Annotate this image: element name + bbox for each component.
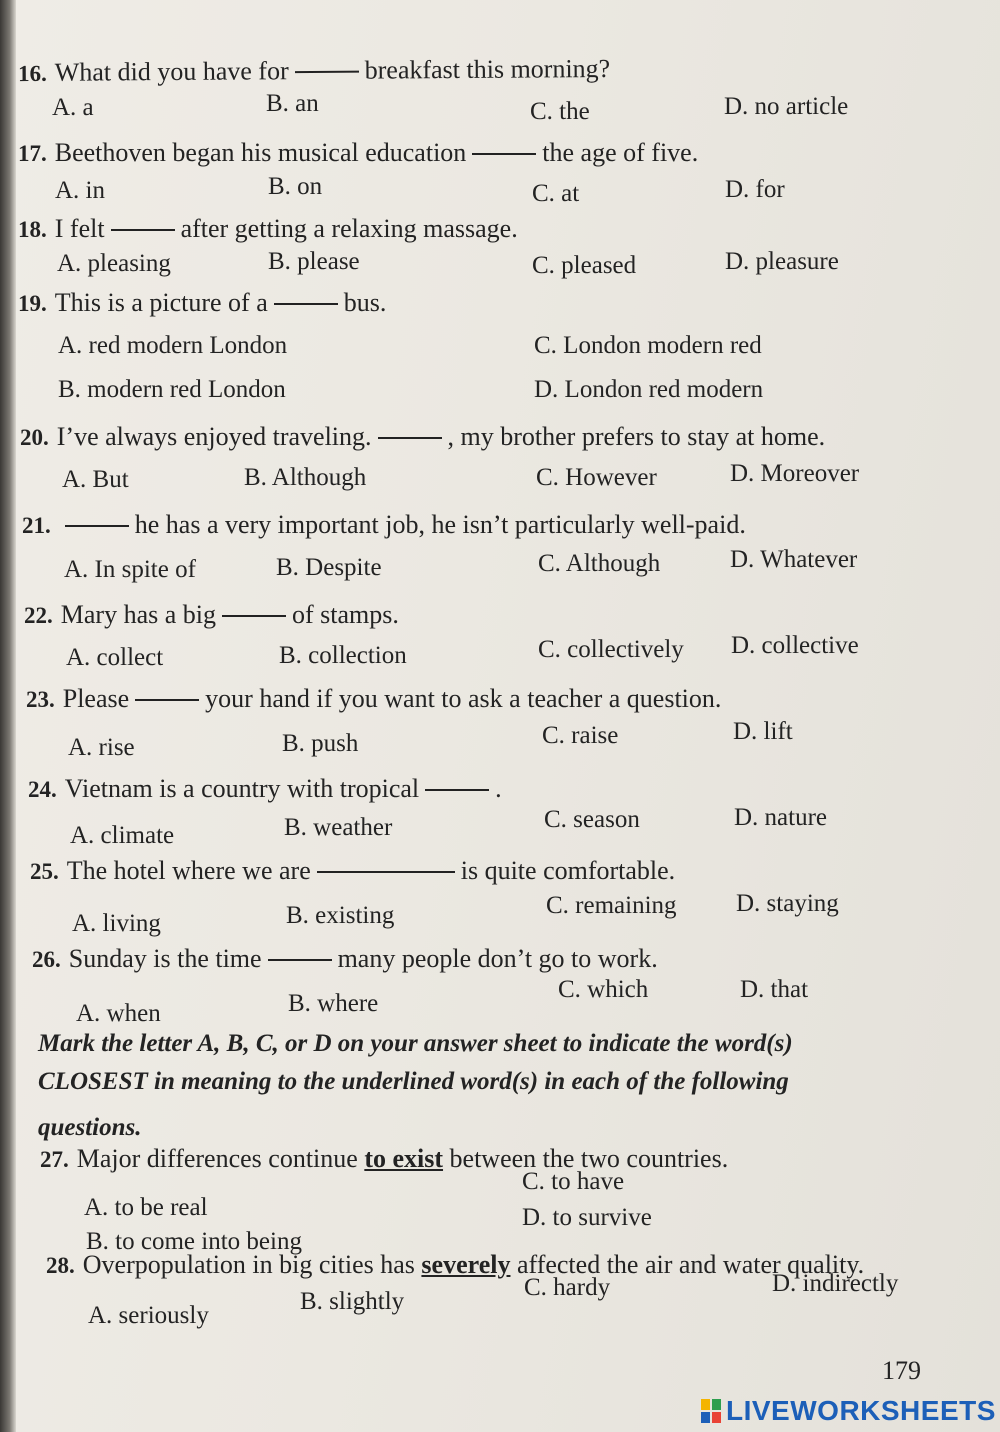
- question-23: [26, 684, 721, 714]
- option-c[interactable]: C. the: [530, 98, 590, 125]
- question-text-post: he has a very important job, he isn’t particularly well-paid.: [134, 510, 746, 539]
- instruction-line-2: CLOSEST in meaning to the underlined word(s) in each of the following: [38, 1068, 789, 1095]
- question-text-pre: I’ve always enjoyed traveling.: [56, 422, 372, 451]
- option-d[interactable]: D. that: [740, 976, 809, 1003]
- option-c[interactable]: C. at: [532, 180, 580, 207]
- answer-blank[interactable]: [274, 303, 338, 305]
- option-a[interactable]: A. rise: [68, 734, 135, 761]
- question-text-post: many people don’t go to work.: [337, 944, 658, 973]
- option-c[interactable]: C. However: [536, 464, 657, 491]
- option-a[interactable]: A. a: [52, 94, 94, 121]
- option-a[interactable]: A. seriously: [88, 1302, 209, 1329]
- option-c[interactable]: C. Although: [538, 550, 661, 577]
- option-b[interactable]: B. Although: [244, 464, 367, 491]
- question-text-pre: What did you have for: [54, 56, 289, 87]
- question-text-post: affected the air and water quality.: [516, 1250, 865, 1279]
- question-number: 20.: [20, 425, 49, 450]
- underlined-word: to exist: [364, 1144, 444, 1173]
- option-a[interactable]: A. pleasing: [57, 250, 171, 277]
- question-28: [46, 1250, 864, 1280]
- question-21: [22, 510, 746, 540]
- page-number: 179: [882, 1356, 921, 1385]
- option-a[interactable]: A. In spite of: [64, 556, 196, 583]
- question-text-post: breakfast this morning?: [364, 53, 611, 85]
- option-b[interactable]: B. collection: [279, 642, 407, 669]
- option-c[interactable]: C. pleased: [532, 252, 637, 279]
- option-d[interactable]: D. Whatever: [730, 546, 858, 573]
- option-b[interactable]: B. slightly: [300, 1288, 405, 1315]
- question-number: 23.: [26, 687, 55, 712]
- question-number: 19.: [18, 291, 47, 316]
- question-26: [32, 944, 658, 974]
- option-a[interactable]: A. red modern London: [58, 332, 288, 359]
- question-17: [18, 138, 698, 168]
- option-a[interactable]: A. But: [62, 466, 129, 493]
- liveworksheets-logo: [700, 1396, 996, 1426]
- option-d[interactable]: D. staying: [736, 890, 839, 917]
- question-27: [40, 1144, 728, 1174]
- option-d[interactable]: D. for: [725, 176, 785, 203]
- question-number: 18.: [18, 217, 47, 242]
- question-text-pre: Vietnam is a country with tropical: [64, 774, 420, 803]
- question-number: 25.: [30, 859, 59, 884]
- answer-blank[interactable]: [268, 959, 332, 961]
- option-a[interactable]: A. collect: [66, 644, 164, 671]
- question-text-post: your hand if you want to ask a teacher a question.: [205, 684, 722, 713]
- answer-blank[interactable]: [135, 699, 199, 701]
- option-b[interactable]: B. Despite: [276, 554, 382, 581]
- question-22: [24, 600, 399, 630]
- answer-blank[interactable]: [317, 871, 455, 873]
- option-d[interactable]: D. collective: [731, 632, 859, 659]
- option-b[interactable]: B. to come into being: [86, 1228, 302, 1255]
- question-text-pre: Beethoven began his musical education: [54, 138, 467, 167]
- option-b[interactable]: B. please: [268, 248, 360, 275]
- question-number: 16.: [17, 60, 47, 87]
- question-number: 27.: [40, 1147, 69, 1172]
- option-c[interactable]: C. collectively: [538, 636, 684, 663]
- answer-blank[interactable]: [378, 437, 442, 439]
- option-a[interactable]: A. climate: [70, 822, 175, 849]
- option-b[interactable]: B. existing: [286, 902, 395, 929]
- question-text-post: of stamps.: [292, 600, 399, 629]
- option-c[interactable]: C. which: [558, 976, 649, 1003]
- option-b[interactable]: B. an: [266, 90, 319, 117]
- option-a[interactable]: A. when: [76, 1000, 161, 1027]
- question-text-post: the age of five.: [542, 138, 699, 167]
- underlined-word: severely: [421, 1250, 511, 1279]
- question-number: 21.: [22, 513, 51, 538]
- question-text-pre: Major differences continue: [76, 1144, 358, 1173]
- option-d[interactable]: D. nature: [734, 804, 828, 831]
- option-d[interactable]: D. to survive: [522, 1204, 652, 1231]
- question-text-pre: Mary has a big: [60, 600, 216, 629]
- question-18: [18, 214, 518, 244]
- option-c[interactable]: C. remaining: [546, 892, 677, 919]
- question-number: 24.: [28, 777, 57, 802]
- option-b[interactable]: B. push: [282, 730, 359, 757]
- option-a[interactable]: A. to be real: [84, 1194, 208, 1221]
- option-b[interactable]: B. on: [268, 173, 323, 200]
- question-text-pre: Please: [62, 684, 130, 713]
- option-d[interactable]: D. London red modern: [534, 376, 764, 403]
- question-text-pre: Sunday is the time: [68, 944, 262, 973]
- option-c[interactable]: C. to have: [522, 1168, 625, 1195]
- option-d[interactable]: D. Moreover: [730, 460, 860, 487]
- answer-blank[interactable]: [65, 525, 129, 527]
- question-text-pre: I felt: [54, 214, 105, 243]
- answer-blank[interactable]: [111, 229, 175, 231]
- question-25: [30, 856, 675, 886]
- question-number: 26.: [32, 947, 61, 972]
- question-number: 17.: [18, 141, 47, 166]
- question-text-post: , my brother prefers to stay at home.: [447, 422, 826, 451]
- option-d[interactable]: D. lift: [733, 718, 793, 745]
- option-c[interactable]: C. raise: [542, 722, 619, 749]
- option-a[interactable]: A. in: [55, 177, 105, 204]
- question-text-post: between the two countries.: [449, 1144, 729, 1173]
- question-number: 28.: [46, 1253, 75, 1278]
- answer-blank[interactable]: [472, 153, 536, 155]
- answer-blank[interactable]: [425, 789, 489, 791]
- option-c[interactable]: C. London modern red: [534, 332, 762, 359]
- question-text-pre: Overpopulation in big cities has: [82, 1250, 415, 1279]
- question-number: 22.: [24, 603, 53, 628]
- option-b[interactable]: B. where: [288, 990, 379, 1017]
- option-b[interactable]: B. weather: [284, 814, 393, 841]
- answer-blank[interactable]: [295, 71, 359, 73]
- answer-blank[interactable]: [222, 615, 286, 617]
- liveworksheets-logo-icon: [700, 1398, 722, 1424]
- watermark-text: LIVEWORKSHEETS: [726, 1395, 996, 1426]
- instruction-line-1: Mark the letter A, B, C, or D on your answer sheet to indicate the word(s): [38, 1030, 793, 1057]
- option-d[interactable]: D. pleasure: [725, 248, 839, 275]
- question-text-pre: This is a picture of a: [54, 288, 268, 317]
- question-text-post: .: [495, 774, 502, 803]
- question-text-post: is quite comfortable.: [460, 856, 676, 885]
- option-b[interactable]: B. modern red London: [58, 376, 286, 403]
- option-d[interactable]: D. no article: [724, 93, 849, 120]
- option-d[interactable]: D. indirectly: [772, 1270, 899, 1297]
- question-20: [20, 422, 825, 452]
- instruction-line-3: questions.: [38, 1114, 142, 1141]
- book-spine-shadow: [0, 0, 16, 1432]
- question-16: [18, 54, 610, 88]
- option-a[interactable]: A. living: [72, 910, 161, 937]
- option-c[interactable]: C. hardy: [524, 1274, 611, 1301]
- question-text-pre: The hotel where we are: [66, 856, 311, 885]
- question-19: [18, 288, 386, 318]
- option-c[interactable]: C. season: [544, 806, 640, 833]
- question-text-post: bus.: [343, 288, 387, 317]
- question-text-post: after getting a relaxing massage.: [180, 214, 518, 243]
- question-24: [28, 774, 502, 804]
